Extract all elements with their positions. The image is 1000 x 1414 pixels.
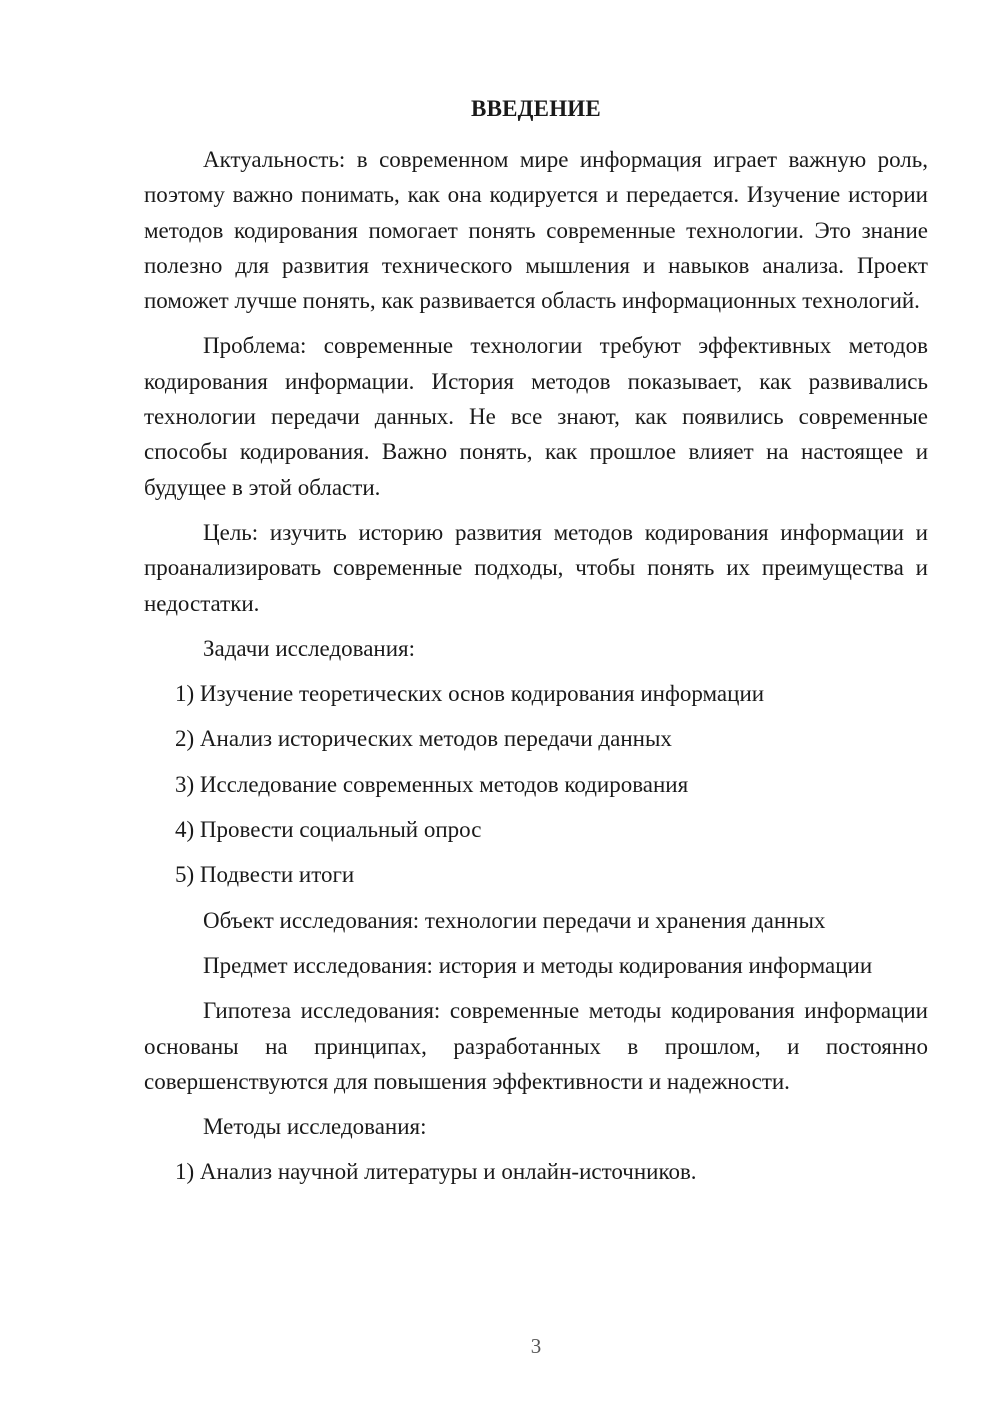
relevance-paragraph: Актуальность: в современном мире информация играет важную роль, поэтому важно понимать, как она кодируется и передается. Изучение истории методов кодирования помогает понять современные технологии. Это знание полезно для развития технического мышления и навыков анализа. Проект поможет лучше понять, как развивается область информационных технологий. (144, 147, 928, 314)
task-item-2: 2) Анализ исторических методов передачи данных (175, 726, 672, 752)
hypothesis-paragraph: Гипотеза исследования: современные методы кодирования информации основаны на принципах, разработанных в прошлом, и постоянно совершенствуются для повышения эффективности и надежности. (144, 998, 928, 1094)
task-item-3: 3) Исследование современных методов кодирования (175, 771, 689, 797)
subject-paragraph: Предмет исследования: история и методы кодирования информации (203, 952, 873, 978)
goal-paragraph: Цель: изучить историю развития методов кодирования информации и проанализировать современные подходы, чтобы понять их преимущества и недостатки. (144, 519, 928, 616)
problem-paragraph: Проблема: современные технологии требуют эффективных методов кодирования информации. История методов показывает, как развивались технологии передачи данных. Не все знают, как появились современные способы кодирования. Важно понять, как прошлое влияет на настоящее и будущее в этой области. (144, 333, 928, 500)
task-item-4: 4) Провести социальный опрос (175, 817, 482, 843)
page-title: ВВЕДЕНИЕ (471, 96, 601, 121)
page-number: 3 (530, 1334, 542, 1358)
object-paragraph: Объект исследования: технологии передачи и хранения данных (203, 907, 826, 933)
tasks-heading: Задачи исследования: (203, 635, 416, 661)
method-item-1: 1) Анализ научной литературы и онлайн-источников. (175, 1159, 697, 1185)
document-body (144, 142, 928, 1200)
task-item-1: 1) Изучение теоретических основ кодирования информации (175, 681, 765, 707)
methods-heading: Методы исследования: (203, 1114, 427, 1140)
task-item-5: 5) Подвести итоги (175, 862, 355, 888)
